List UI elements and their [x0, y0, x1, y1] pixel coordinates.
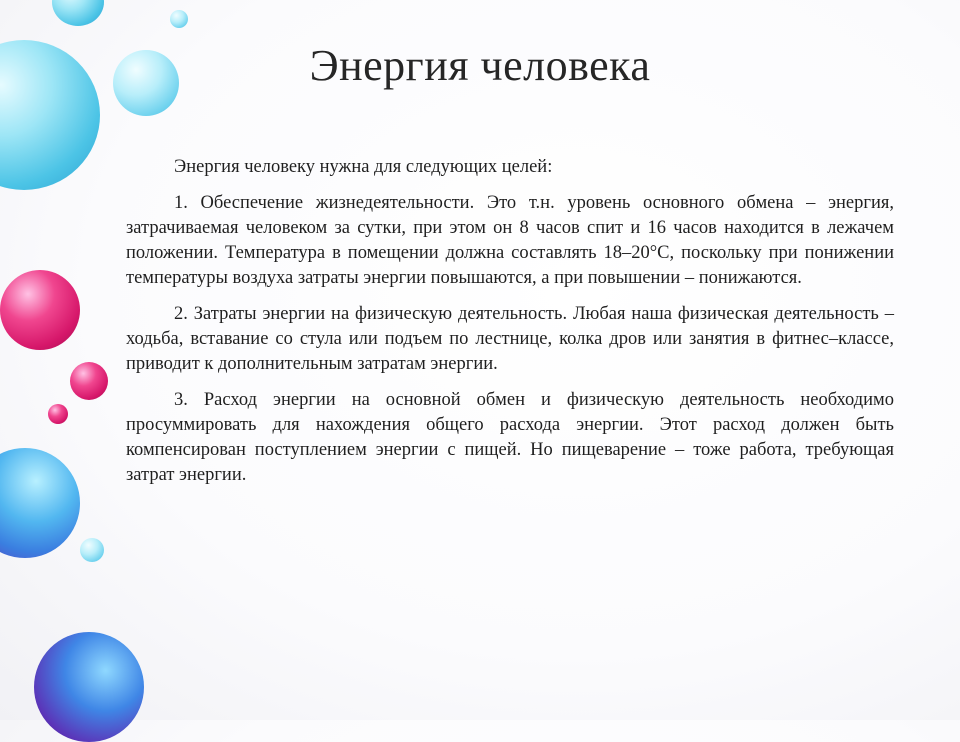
violet-bubble-bottom — [34, 632, 144, 742]
cyan-bubble-small-bottom — [80, 538, 104, 562]
paragraph-1: 1. Обеспечение жизнедеятельности. Это т.н. уровень основного обмена – энергия, затрачиваемая человеком за сутки, при этом он 8 часов спит и 16 часов находится в лежачем положении. Температура в помещении должна составлять 18–20°C, поскольку при понижении температуры воздуха затраты энергии повышаются, а при повышении – понижаются. — [126, 193, 894, 288]
slide-title: Энергия человека — [309, 41, 651, 90]
pink-bubble-large — [0, 270, 80, 350]
blue-bubble-large — [0, 448, 80, 558]
cyan-bubble-top — [52, 0, 104, 26]
paragraph-3: 3. Расход энергии на основной обмен и физическую деятельность необходимо просуммировать для нахождения общего расхода энергии. Этот расход должен быть компенсирован поступлением энергии с пищей. Но пищеварение – тоже работа, требующая затрат энергии. — [126, 390, 894, 485]
pink-bubble-medium — [70, 362, 108, 400]
paragraph-2: 2. Затраты энергии на физическую деятельность. Любая наша физическая деятельность – ходьба, вставание со стула или подъем по лестнице, колка дров или занятия в фитнес–классе, приводит к дополнительным затратам энергии. — [126, 304, 894, 374]
intro-line: Энергия человеку нужна для следующих целей: — [174, 157, 553, 177]
pink-bubble-small — [48, 404, 68, 424]
slide-body — [126, 155, 894, 499]
cyan-bubble-tiny-top — [170, 10, 188, 28]
